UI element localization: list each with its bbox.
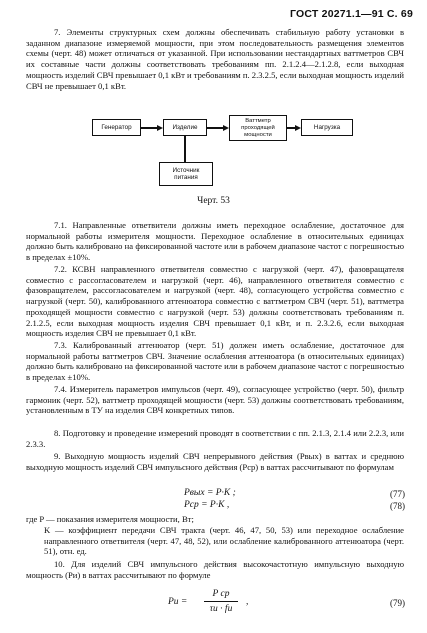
formula-79-number: (79) (390, 598, 405, 608)
figure-caption: Черт. 53 (197, 196, 230, 206)
formula-78: Pср = P·K , (184, 500, 230, 510)
formula-78-number: (78) (390, 501, 405, 511)
generator-box (92, 119, 141, 136)
wattmeter-box (229, 115, 287, 141)
formula-79-numerator: P ср (212, 589, 230, 599)
load-label: Нагрузка (313, 124, 341, 131)
paragraph-7-1: 7.1. Направленные ответвители должны иметь переходное ослабление, достаточное для нормальной работы измерителя мощности. Переходное ослабление в относительных единицах должно быть калибровано на фиксированной частоте или в рабочем диапазоне частот с погрешностью в пределах ±10%. (26, 220, 404, 263)
block-diagram (0, 103, 427, 205)
fraction-bar (204, 601, 238, 602)
where-p: где P — показания измерителя мощности, Вт; (26, 514, 194, 524)
paragraph-7-2: 7.2. КСВН направленного ответвителя совместно с нагрузкой (черт. 47), фазовращателя совместно с рассогласователем и нагрузкой (черт. 46), направленного ответвителя совместно с фазовращателем, рассогласователем и нагрузкой (черт. 48), согласующего устройства совместно с нагрузкой (черт. 50), калиброванного аттенюатора совместно с ваттметром СВЧ (черт. 51), ваттметра проходящей мощности совместно с нагрузкой (черт. 53) должны соответствовать требованиям п. 2.1.2.5, если выходная мощность изделия СВЧ превышает 0,1 кВт, и п. 2.3.2.6, если выходная мощность изделия СВЧ не превышает 0,1 кВт. (26, 264, 404, 339)
formula-79-denominator: τи · fи (209, 604, 233, 614)
formula-77-number: (77) (390, 489, 405, 499)
page-header: ГОСТ 20271.1—91 С. 69 (290, 8, 413, 20)
product-label: Изделие (172, 124, 198, 131)
paragraph-7-3: 7.3. Калиброванный аттенюатор (черт. 51) должен иметь ослабление, достаточное для нормальной работы ваттметров СВЧ. Значение ослабления аттенюатора (в относительных единицах) должно быть калибровано на фиксированной частоте или в рабочем диапазоне частот с погрешностью в пределах ±10%. (26, 340, 404, 383)
formula-77: Pвых = P·K ; (184, 488, 236, 498)
paragraph-7-4: 7.4. Измеритель параметров импульсов (черт. 49), согласующее устройство (черт. 50), фильтр гармоник (черт. 52), ваттметр проходящей мощности (черт. 53) должны соответствовать требованиям, установленным в ТУ на изделия СВЧ конкретных типов. (26, 384, 404, 416)
paragraph-7: 7. Элементы структурных схем должны обеспечивать стабильную работу установки в заданном диапазоне измеряемой мощности, при этом последовательность размещения элементов схемы (черт. 48) может отличаться от указанной. При использовании нестандартных ваттметров СВЧ их составные части должны соответствовать требованиям пп. 2.1.2.4—2.1.2.8, если выходная мощность изделий СВЧ превышает 0,1 кВт и требованиям п. 2.3.2.5, если выходная мощность изделий СВЧ не превышает 0,1 кВт. (26, 27, 404, 91)
power-source-label: Источник питания (172, 167, 200, 181)
power-source-box (159, 162, 213, 186)
paragraph-8: 8. Подготовку и проведение измерений проводят в соответствии с пп. 2.1.3, 2.1.4 или 2.2.3, или 2.3.3. (26, 428, 404, 449)
connector-4 (184, 136, 186, 162)
paragraph-10: 10. Для изделий СВЧ импульсного действия высокочастотную импульсную выходную мощность (Pи) в ваттах рассчитывают по формуле (26, 559, 404, 580)
generator-label: Генератор (101, 124, 132, 131)
product-box (163, 119, 207, 136)
load-box (301, 119, 353, 136)
formula-79-lhs: Pи = (168, 597, 188, 607)
paragraph-9: 9. Выходную мощность изделий СВЧ непрерывного действия (Pвых) в ваттах и среднюю выходную мощность изделий СВЧ импульсного действия (Pср) в ваттах рассчитывают по формулам (26, 451, 404, 472)
formula-79-comma: , (246, 597, 249, 607)
wattmeter-label: Ваттметр проходящей мощности (241, 117, 275, 138)
where-k: K — коэффициент передачи СВЧ тракта (черт. 46, 47, 50, 53) или переходное ослабление направленного ответвителя (черт. 47, 48, 52), или ослабление калиброванного аттенюатора (черт. 51), отн. ед. (44, 525, 404, 557)
